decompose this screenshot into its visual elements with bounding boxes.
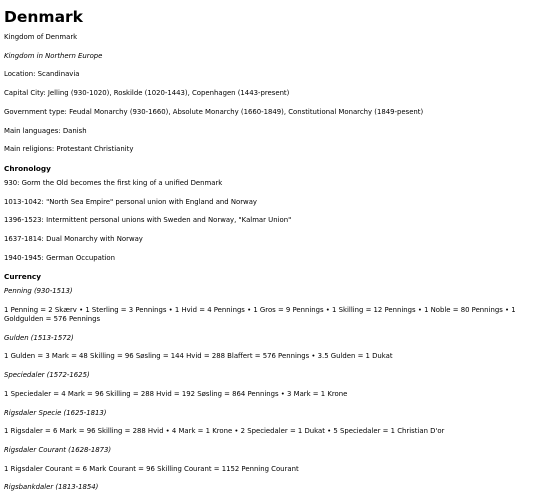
- chronology-item: 1637-1814: Dual Monarchy with Norway: [4, 235, 143, 244]
- chronology-heading: Chronology: [4, 163, 51, 173]
- official-name: Kingdom of Denmark: [4, 33, 78, 41]
- chronology-section: [4, 164, 528, 263]
- currency-period-name: Rigsbankdaler (1813-1854): [4, 483, 99, 492]
- capital-city: Capital City: Jelling (930-1020), Roskilde (1020-1443), Copenhagen (1443-present): [4, 89, 290, 98]
- main-religions: Main religions: Protestant Christianity: [4, 145, 134, 154]
- location: Location: Scandinavia: [4, 70, 80, 79]
- subtitle: Kingdom in Northern Europe: [4, 51, 103, 60]
- main-languages: Main languages: Danish: [4, 126, 87, 135]
- currency-period-name: Speciedaler (1572-1625): [4, 371, 90, 380]
- currency-heading: Currency: [4, 272, 41, 282]
- chronology-item: 1940-1945: German Occupation: [4, 253, 116, 262]
- currency-period-name: Rigsdaler Courant (1628-1873): [4, 445, 112, 454]
- currency-period-rates: 1 Speciedaler = 4 Mark = 96 Skilling = 288 Hvid = 192 Søsling = 864 Pennings • 3 Mark = 1 Krone: [4, 389, 348, 398]
- page-title: Denmark: [4, 8, 83, 26]
- currency-period-rates: 1 Gulden = 3 Mark = 48 Skilling = 96 Søsling = 144 Hvid = 288 Blaffert = 576 Pennings • 3.5 Gulden = 1 Dukat: [4, 352, 393, 361]
- government-type: Government type: Feudal Monarchy (930-1660), Absolute Monarchy (1660-1849), Constitutional Monarchy (1849-pesent): [4, 107, 424, 116]
- chronology-item: 1013-1042: "North Sea Empire" personal union with England and Norway: [4, 197, 257, 206]
- chronology-item: 1396-1523: Intermittent personal unions with Sweden and Norway, "Kalmar Union": [4, 216, 292, 225]
- chronology-item: 930: Gorm the Old becomes the first king of a unified Denmark: [4, 178, 223, 187]
- currency-period-rates: 1 Penning = 2 Skærv • 1 Sterling = 3 Pennings • 1 Hvid = 4 Pennings • 1 Gros = 9 Pennings • 1 Skilling = 12 Pennings • 1 Noble = 80 Pennings • 1 Goldgulden = 576 Pennings: [4, 306, 516, 324]
- currency-period-rates: 1 Rigsdaler Courant = 6 Mark Courant = 96 Skilling Courant = 1152 Penning Courant: [4, 464, 299, 473]
- currency-period-name: Gulden (1513-1572): [4, 333, 74, 342]
- info-section: [4, 33, 528, 154]
- currency-period-name: Rigsdaler Specie (1625-1813): [4, 408, 107, 417]
- currency-period-name: Penning (930-1513): [4, 287, 73, 296]
- currency-period-rates: 1 Rigsdaler = 6 Mark = 96 Skilling = 288 Hvid • 4 Mark = 1 Krone • 2 Speciedaler = 1 Dukat • 5 Speciedaler = 1 Christian D'or: [4, 427, 445, 436]
- currency-section: [4, 272, 528, 492]
